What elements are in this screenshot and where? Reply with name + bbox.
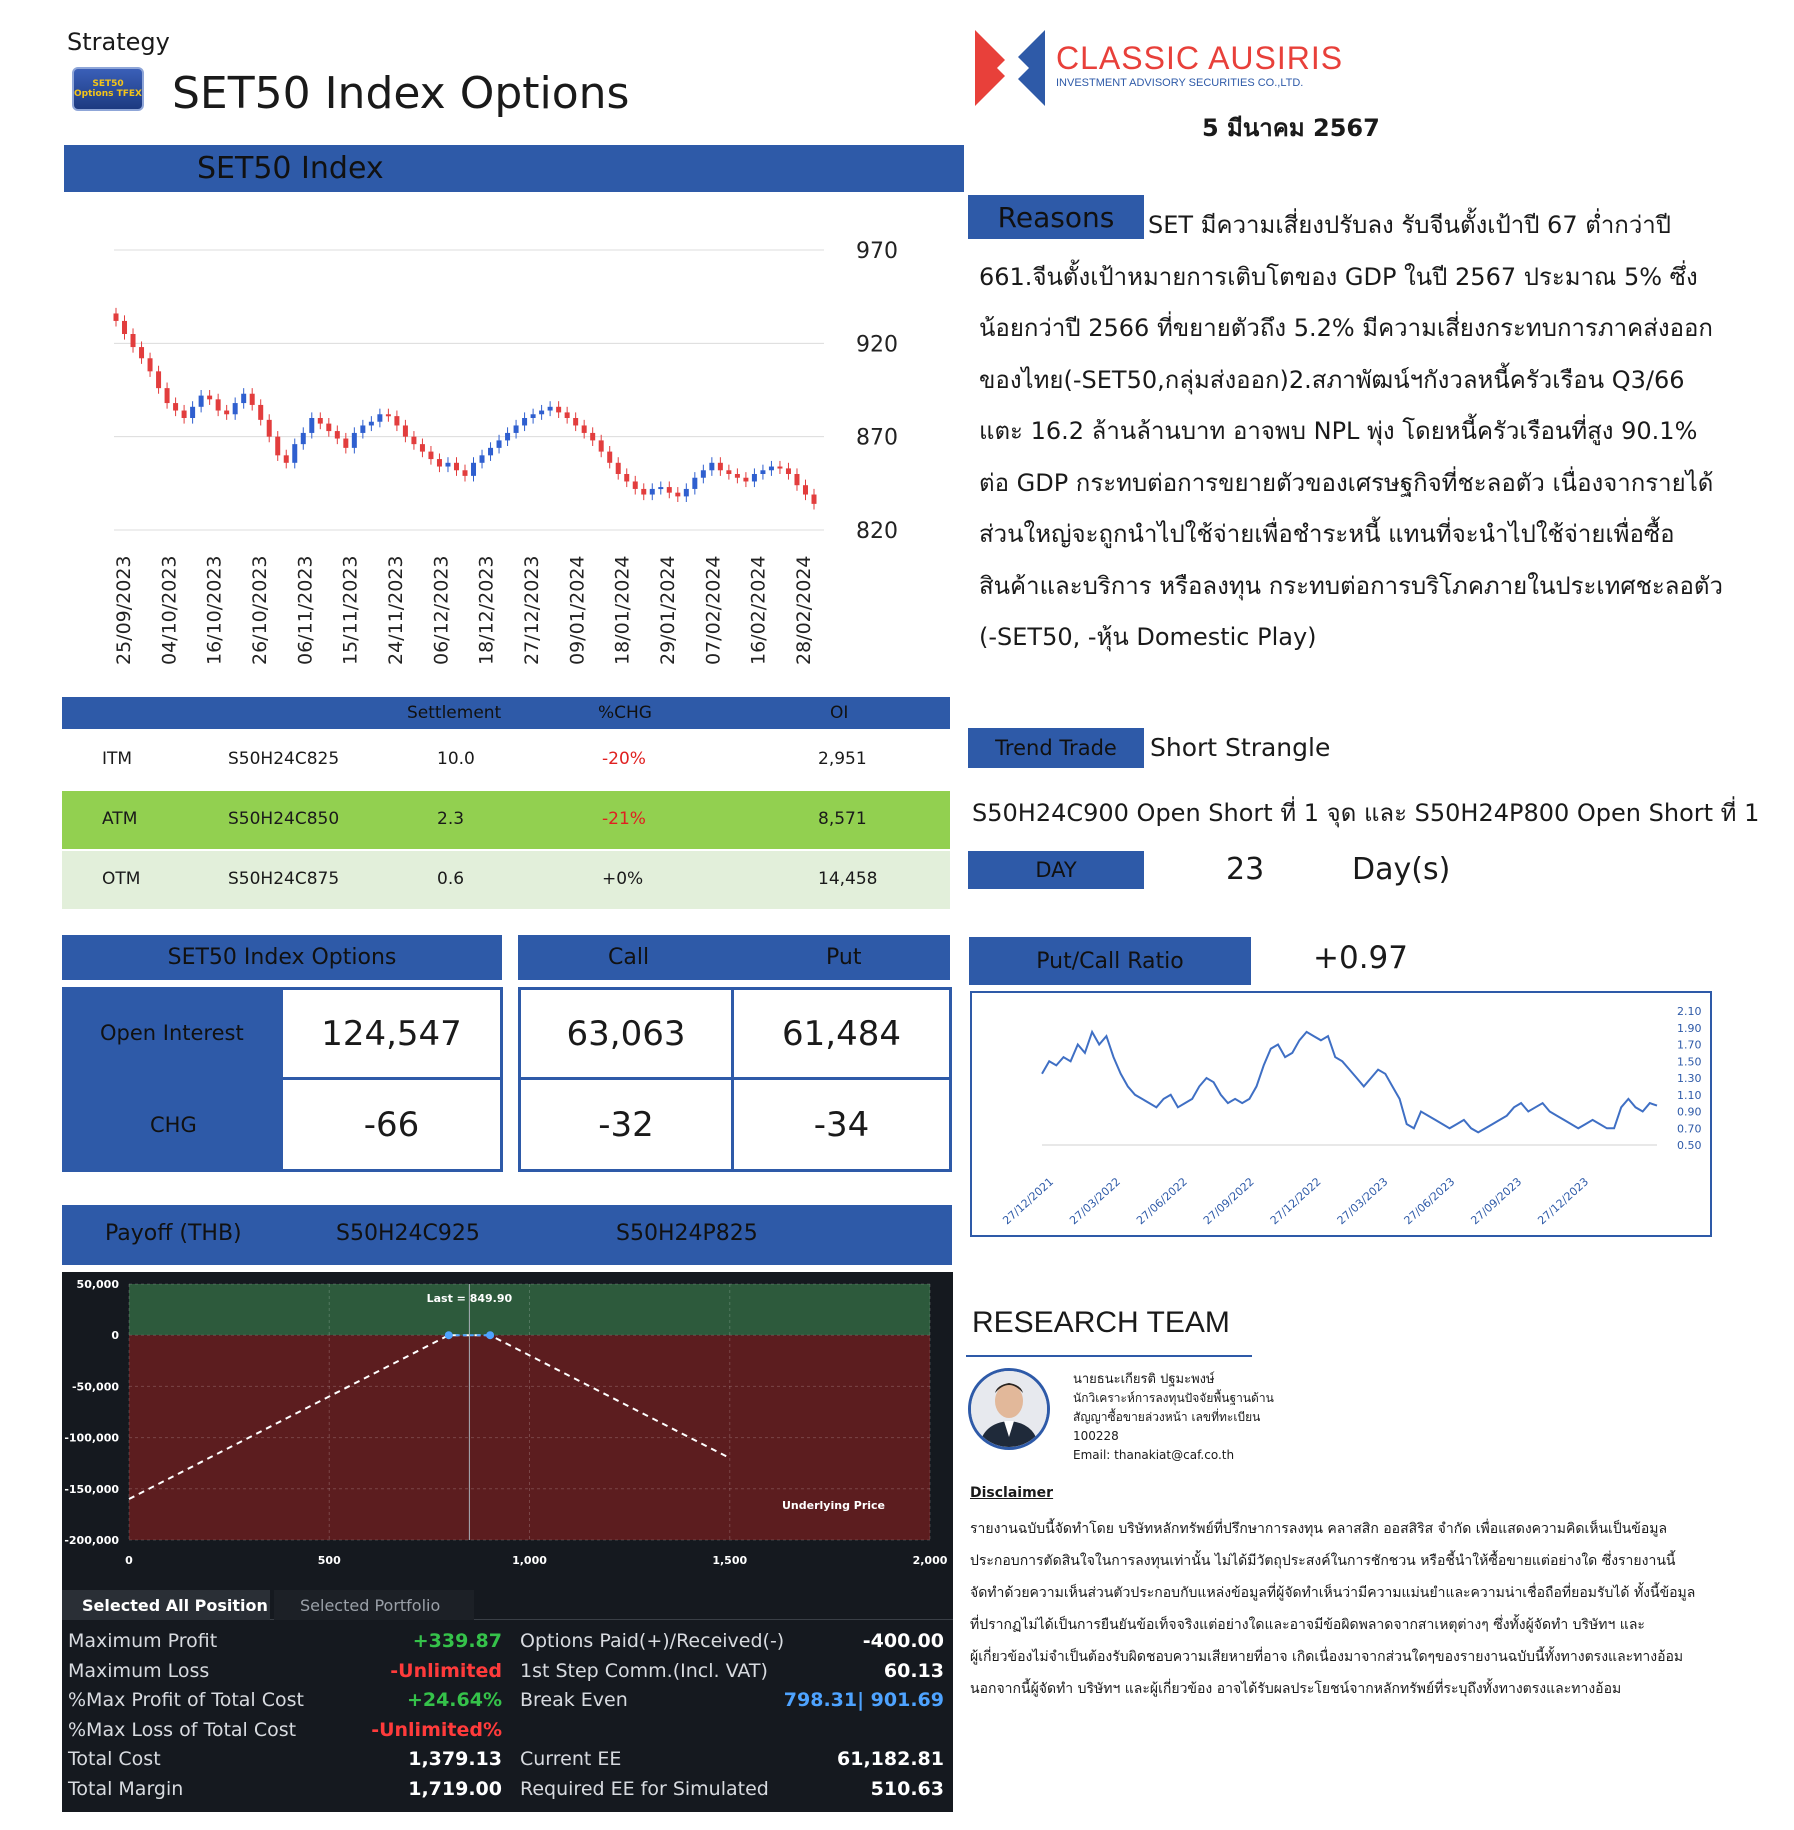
candle-body [514, 425, 519, 432]
y-tick-label: 1.50 [1677, 1055, 1702, 1069]
row-series: S50H24C825 [228, 749, 340, 769]
research-title-underline [966, 1355, 1252, 1357]
day-value: 23 [1226, 852, 1265, 887]
candle-body [812, 495, 817, 504]
candle-body [156, 371, 161, 388]
candle-body [386, 414, 391, 416]
candle-body [207, 396, 212, 400]
open-interest-label: Open Interest [100, 1021, 244, 1045]
candle-body [692, 478, 697, 489]
stat-value: 1,719.00 [408, 1778, 502, 1800]
y-tick-label: 0 [111, 1329, 119, 1343]
candle-body [658, 487, 663, 489]
candle-body [471, 463, 476, 476]
total-chg-value: -66 [280, 1077, 503, 1172]
x-tick-label: 16/10/2023 [203, 555, 226, 665]
day-label: DAY [1035, 858, 1077, 882]
stat-value: 798.31| 901.69 [783, 1689, 944, 1712]
stat-row [520, 1748, 948, 1776]
stat-row [68, 1689, 508, 1717]
x-tick-label: 27/12/2021 [1000, 1175, 1057, 1228]
candle-body [786, 468, 791, 474]
call-put-header [518, 935, 950, 980]
stat-row [68, 1630, 508, 1658]
pcr-line [1042, 1032, 1657, 1133]
total-oi-value: 124,547 [280, 987, 503, 1080]
candle-body [675, 493, 680, 497]
stat-row [520, 1660, 948, 1688]
row-series: S50H24C850 [228, 809, 340, 829]
stat-value: -Unlimited [390, 1659, 502, 1682]
candle-body [633, 481, 638, 488]
call-chg-value: -32 [518, 1077, 734, 1172]
tab-selected-portfolio[interactable]: Selected Portfolio [274, 1590, 474, 1620]
y-tick-label: 0.50 [1677, 1139, 1702, 1152]
candle-body [403, 425, 408, 436]
row-chg: +0% [602, 869, 644, 889]
candle-body [556, 407, 561, 413]
candle-body [531, 414, 536, 418]
row-settlement: 2.3 [437, 809, 465, 829]
x-tick-label: 27/12/2023 [1535, 1175, 1592, 1228]
reason-line-3: ของไทย(-SET50,กลุ่มส่งออก)2.สภาพัฒน์ฯกังวลหนี้ครัวเรือน Q3/66 [979, 365, 1685, 394]
y-tick-label: -150,000 [64, 1482, 119, 1496]
payoff-call-series: S50H24C925 [336, 1221, 480, 1246]
candle-body [114, 313, 119, 320]
y-tick-label: 0.70 [1677, 1122, 1702, 1136]
candle-body [463, 470, 468, 476]
candle-body [641, 489, 646, 495]
candle-body [335, 431, 340, 438]
candle-body [241, 394, 246, 403]
x-tick-label: 1,500 [712, 1554, 748, 1567]
x-tick-label: 24/11/2023 [385, 555, 407, 665]
candle-body [428, 452, 433, 459]
disclaimer-line: นอกจากนี้ผู้จัดทำ บริษัทฯ และผู้เกี่ยวข้อง อาจได้รับผลประโยชน์จากหลักทรัพย์ที่ระบุถึงทั้งทางตรงและทางอ้อม [970, 1681, 1622, 1697]
x-tick-label: 0 [125, 1554, 133, 1567]
candle-body [718, 463, 723, 470]
stat-value: 510.63 [870, 1778, 944, 1800]
stat-label: Maximum Profit [68, 1630, 218, 1652]
reason-line-0: SET มีความเสี่ยงปรับลง รับจีนตั้งเป้าปี 67 ต่ำกว่าปี [1148, 211, 1672, 239]
candle-body [309, 418, 314, 433]
research-title: RESEARCH TEAM [972, 1306, 1230, 1339]
candle-body [539, 411, 544, 415]
candle-body [650, 489, 655, 495]
stat-value: -Unlimited% [371, 1718, 502, 1741]
stat-row [68, 1778, 508, 1806]
day-label-box [968, 851, 1144, 889]
reason-line-1: 661.จีนตั้งเป้าหมายการเติบโตของ GDP ในปี 2567 ประมาณ 5% ซึ่ง [979, 262, 1698, 291]
candle-body [624, 474, 629, 481]
candle-body [667, 487, 672, 493]
candle-body [182, 411, 187, 418]
row-oi: 14,458 [818, 869, 878, 889]
options-table [62, 697, 950, 909]
y-tick-label: 1.10 [1677, 1088, 1702, 1102]
candle-body [437, 459, 442, 466]
candle-body [360, 425, 365, 432]
candle-body [216, 399, 221, 410]
reason-line-6: ส่วนใหญ่จะถูกนำไปใช้จ่ายเพื่อชำระหนี้ แทนที่จะนำไปใช้จ่ายเพื่อซื้อ [979, 520, 1675, 548]
y-tick-label: 820 [856, 519, 898, 544]
x-tick-label: 500 [317, 1554, 341, 1567]
company-subtitle: INVESTMENT ADVISORY SECURITIES CO.,LTD. [1056, 77, 1304, 89]
candle-body [420, 444, 425, 451]
row-oi: 8,571 [818, 809, 867, 829]
x-tick-label: 28/02/2024 [793, 555, 815, 665]
col-oi: OI [830, 703, 849, 723]
x-tick-label: 27/12/2022 [1267, 1175, 1324, 1228]
candle-body [522, 418, 527, 425]
y-tick-label: 1.90 [1677, 1021, 1702, 1035]
row-type: ITM [102, 749, 133, 769]
x-tick-label: 29/01/2024 [657, 555, 679, 665]
payoff-panel [62, 1272, 953, 1812]
day-unit: Day(s) [1352, 852, 1451, 887]
candle-body [548, 407, 553, 411]
col-settlement: Settlement [407, 703, 502, 723]
oi-summary-header [62, 935, 502, 980]
index-chart-header [64, 145, 964, 192]
stat-label: 1st Step Comm.(Incl. VAT) [520, 1659, 768, 1682]
disclaimer-line: ผู้เกี่ยวข้องไม่จำเป็นต้องรับผิดชอบความเสียหายที่อาจ เกิดเนื่องมาจากส่วนใดๆของรายงานฉบับนี้ทั้งทางตรงและทางอ้อม [970, 1649, 1684, 1665]
disclaimer-text [970, 1513, 1770, 1705]
candle-body [267, 420, 272, 437]
candle-body [590, 433, 595, 440]
last-price-label: Last = 849.90 [426, 1292, 513, 1305]
x-tick-label: 25/09/2023 [113, 555, 135, 665]
candle-body [377, 414, 382, 421]
candle-body [233, 403, 238, 414]
disclaimer-title: Disclaimer [970, 1485, 1054, 1501]
x-tick-label: 18/12/2023 [475, 555, 498, 665]
candle-body [275, 437, 280, 456]
candle-body [148, 358, 153, 371]
options-row-otm [62, 851, 950, 909]
call-oi-value: 63,063 [518, 987, 734, 1080]
payoff-tabs [62, 1590, 953, 1620]
stat-label: Options Paid(+)/Received(-) [520, 1630, 785, 1652]
pcr-label-box [969, 937, 1251, 985]
call-header: Call [608, 945, 650, 970]
trend-label-box [968, 728, 1144, 768]
put-header: Put [826, 945, 862, 970]
row-series: S50H24C875 [228, 869, 340, 889]
tab-selected-all-position[interactable]: Selected All Position [62, 1590, 270, 1620]
reasons-text [968, 200, 1758, 664]
candle-body [343, 439, 348, 448]
reason-line-7: สินค้าและบริการ หรือลงทุน กระทบต่อการบริโภคภายในประเทศชะลอตัว [979, 571, 1723, 600]
analyst-info [1073, 1370, 1274, 1465]
candle-body [735, 474, 740, 478]
oi-summary-title: SET50 Index Options [167, 945, 397, 970]
stat-row [68, 1748, 508, 1776]
stat-value: 1,379.13 [408, 1748, 502, 1771]
options-row-atm [62, 791, 950, 849]
col-chg: %CHG [598, 703, 652, 723]
candle-body [224, 411, 229, 415]
payoff-header [62, 1205, 952, 1265]
reason-line-2: น้อยกว่าปี 2566 ที่ขยายตัวถึง 5.2% มีความเสี่ยงกระทบการภาคส่งออก [979, 314, 1713, 342]
candle-body [284, 455, 289, 462]
x-tick-label: 18/01/2024 [611, 555, 634, 665]
y-tick-label: -100,000 [64, 1431, 119, 1445]
candle-body [582, 425, 587, 432]
x-tick-label: 27/09/2022 [1200, 1175, 1257, 1228]
x-tick-label: 1,000 [512, 1554, 547, 1567]
row-settlement: 10.0 [437, 749, 475, 769]
y-tick-label: -200,000 [64, 1534, 119, 1547]
candle-body [454, 463, 459, 470]
candle-body [480, 455, 485, 462]
disclaimer-line: ที่ปรากฏไม่ได้เป็นการยืนยันข้อเท็จจริงแต่อย่างใดและอาจมีข้อผิดพลาดจากสาเหตุต่างๆ ซึ่งทั้งผู้จัดทำ บริษัทฯ และ [970, 1617, 1645, 1633]
set50-options-badge [72, 67, 144, 111]
x-tick-label: 15/11/2023 [339, 555, 362, 665]
break-even-point [486, 1331, 494, 1339]
y-tick-label: 1.30 [1677, 1072, 1702, 1085]
chg-label: CHG [150, 1113, 197, 1137]
candle-body [760, 470, 765, 474]
reason-line-8: (-SET50, -หุ้น Domestic Play) [979, 623, 1317, 651]
stat-value: 61,182.81 [837, 1748, 944, 1771]
trend-label: Trend Trade [995, 736, 1117, 760]
candle-body [769, 467, 774, 471]
candle-body [250, 394, 255, 405]
trend-action: S50H24C900 Open Short ที่ 1 จุด และ S50H24P800 Open Short ที่ 1 [972, 799, 1760, 827]
candle-body [292, 444, 297, 463]
company-logo-mark [975, 30, 1045, 106]
stat-value: +339.87 [412, 1630, 502, 1652]
reason-line-5: ต่อ GDP กระทบต่อการขยายตัวของเศรษฐกิจที่ชะลอตัว เนื่องจากรายได้ [979, 468, 1714, 497]
put-chg-value: -34 [731, 1077, 952, 1172]
y-tick-label: 2.10 [1677, 1005, 1702, 1018]
x-tick-label: 27/12/2023 [521, 555, 543, 665]
candle-body [743, 478, 748, 482]
candle-body [173, 403, 178, 410]
row-chg: -20% [602, 749, 646, 769]
candle-body [497, 440, 502, 447]
y-tick-label: -50,000 [71, 1380, 119, 1394]
candle-body [369, 422, 374, 426]
stat-row [68, 1719, 508, 1747]
pcr-chart [970, 991, 1712, 1237]
candle-body [131, 334, 136, 347]
candle-body [684, 489, 689, 496]
underlying-price-label: Underlying Price [782, 1499, 886, 1512]
x-tick-label: 04/10/2023 [158, 555, 181, 665]
y-tick-label: 970 [856, 239, 898, 264]
x-tick-label: 27/06/2023 [1401, 1175, 1458, 1228]
candle-body [394, 416, 399, 425]
candle-body [488, 448, 493, 455]
candle-body [794, 474, 799, 485]
candle-body [616, 463, 621, 474]
company-name: CLASSIC AUSIRIS [1056, 40, 1344, 76]
pcr-value: +0.97 [1313, 940, 1408, 976]
options-table-header [62, 697, 950, 729]
pcr-label: Put/Call Ratio [1036, 948, 1184, 974]
stat-row [520, 1719, 948, 1747]
candle-body [352, 433, 357, 448]
page-title: SET50 Index Options [172, 68, 630, 119]
stat-value: 60.13 [883, 1659, 944, 1682]
candle-body [607, 452, 612, 463]
candle-body [752, 474, 757, 481]
candle-body [726, 470, 731, 474]
candle-body [318, 418, 323, 424]
report-date: 5 มีนาคม 2567 [1202, 114, 1380, 142]
analyst-name: นายธนะเกียรติ ปฐมะพงษ์ [1073, 1372, 1215, 1387]
candle-body [301, 433, 306, 444]
set50-candlestick-chart [64, 200, 944, 680]
candle-body [573, 418, 578, 425]
x-tick-label: 07/02/2024 [702, 555, 725, 665]
index-chart-title: SET50 Index [197, 151, 384, 186]
candle-body [777, 467, 782, 469]
put-oi-value: 61,484 [731, 987, 952, 1080]
x-tick-label: 06/12/2023 [430, 555, 453, 665]
candle-body [165, 388, 170, 403]
candle-body [190, 407, 195, 418]
row-settlement: 0.6 [437, 869, 465, 889]
y-tick-label: 0.90 [1677, 1105, 1702, 1119]
x-tick-label: 27/06/2022 [1134, 1175, 1190, 1228]
disclaimer-line: จัดทำด้วยความเห็นส่วนตัวประกอบกับแหล่งข้อมูลที่ผู้จัดทำเห็นว่ามีความแม่นยำและความน่าเชื่อถือที่ยอมรับได้ ทั้งนี้ข้อมูล [970, 1585, 1696, 1601]
stat-row [520, 1630, 948, 1658]
y-tick-label: 50,000 [76, 1278, 119, 1291]
candle-body [709, 463, 714, 470]
stat-label: Maximum Loss [68, 1659, 210, 1682]
stat-value: +24.64% [406, 1689, 502, 1712]
row-type: ATM [102, 809, 138, 829]
y-tick-label: 870 [856, 425, 898, 451]
stat-label: %Max Loss of Total Cost [68, 1718, 297, 1741]
payoff-label: Payoff (THB) [105, 1221, 242, 1246]
trend-value: Short Strangle [1150, 733, 1331, 762]
stat-label: Total Cost [68, 1748, 161, 1771]
stat-label: Required EE for Simulated [520, 1778, 769, 1800]
stat-label: Total Margin [68, 1778, 184, 1800]
analyst-email: Email: thanakiat@caf.co.th [1073, 1448, 1235, 1462]
candle-body [565, 412, 570, 418]
stat-row [520, 1778, 948, 1806]
x-tick-label: 16/02/2024 [747, 555, 770, 665]
x-tick-label: 06/11/2023 [294, 555, 317, 665]
candle-body [122, 321, 127, 334]
stat-label: Current EE [520, 1748, 622, 1771]
x-tick-label: 26/10/2023 [249, 555, 271, 665]
candle-body [139, 347, 144, 358]
stat-label: %Max Profit of Total Cost [68, 1689, 304, 1712]
reasons-label: Reasons [997, 200, 1115, 234]
candle-body [701, 470, 706, 477]
oi-label-panel [62, 987, 282, 1172]
candle-body [411, 437, 416, 444]
row-type: OTM [102, 869, 141, 889]
disclaimer-line: ประกอบการตัดสินใจในการลงทุนเท่านั้น ไม่ได้มีวัตถุประสงค์ในการชักชวน หรือชี้นำให้ซื้อขายแต่อย่างใด ซึ่งรายงานนี้ [970, 1553, 1676, 1569]
reason-line-4: แตะ 16.2 ล้านล้านบาท อาจพบ NPL พุ่ง โดยหนี้ครัวเรือนที่สูง 90.1% [979, 417, 1698, 445]
strategy-label: Strategy [67, 28, 170, 56]
analyst-role-2: สัญญาซื้อขายล่วงหน้า เลขที่ทะเบียน [1073, 1410, 1261, 1424]
candle-body [599, 440, 604, 451]
x-tick-label: 09/01/2024 [566, 555, 589, 665]
disclaimer-line: รายงานฉบับนี้จัดทำโดย บริษัทหลักทรัพย์ที่ปรึกษาการลงทุน คลาสสิก ออสสิริส จำกัด เพื่อแสดงความคิดเห็นเป็นข้อมูล [970, 1521, 1668, 1537]
x-tick-label: 2,000 [912, 1554, 948, 1567]
stat-row [520, 1689, 948, 1717]
x-tick-label: 27/03/2022 [1067, 1175, 1124, 1228]
options-row-itm [62, 731, 950, 789]
candle-body [326, 424, 331, 431]
analyst-reg: 100228 [1073, 1429, 1119, 1443]
badge-text: SET50 Options TFEX [74, 79, 142, 99]
candle-body [803, 485, 808, 494]
x-tick-label: 27/09/2023 [1468, 1175, 1525, 1228]
analyst-avatar [968, 1368, 1050, 1450]
candle-body [199, 396, 204, 407]
y-tick-label: 920 [856, 332, 898, 358]
row-chg: -21% [602, 809, 646, 829]
break-even-point [445, 1331, 453, 1339]
row-oi: 2,951 [818, 749, 867, 769]
y-tick-label: 1.70 [1677, 1038, 1702, 1052]
stat-value: -400.00 [862, 1630, 944, 1652]
x-tick-label: 27/03/2023 [1334, 1175, 1391, 1228]
analyst-role-1: นักวิเคราะห์การลงทุนปัจจัยพื้นฐานด้าน [1073, 1391, 1274, 1405]
stat-label: Break Even [520, 1689, 628, 1712]
candle-body [445, 463, 450, 467]
payoff-put-series: S50H24P825 [616, 1221, 758, 1246]
candle-body [505, 433, 510, 440]
candle-body [258, 405, 263, 420]
stat-row [68, 1660, 508, 1688]
